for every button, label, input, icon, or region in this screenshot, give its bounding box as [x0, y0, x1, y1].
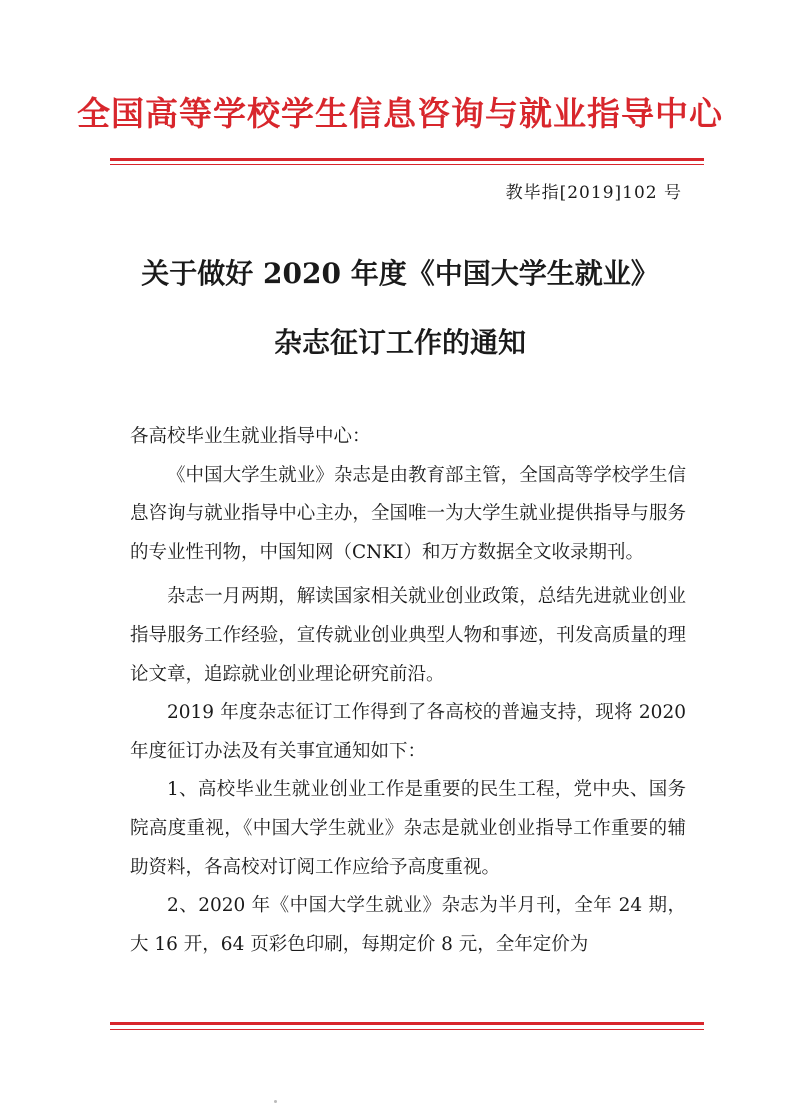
- organization-header: 全国高等学校学生信息咨询与就业指导中心: [77, 94, 723, 133]
- header-rule-thick: [110, 158, 704, 161]
- header-rule-thin: [110, 164, 704, 165]
- document-title-line1: 关于做好 2020 年度《中国大学生就业》: [141, 257, 659, 290]
- footer-rule-thick: [110, 1022, 704, 1025]
- document-body: [130, 418, 686, 964]
- paragraph-intro: 《中国大学生就业》杂志是由教育部主管，全国高等学校学生信息咨询与就业指导中心主办，全国唯一为大学生就业提供指导与服务的专业性刊物，中国知网（CNKI）和万方数据全文收录期刊。: [130, 464, 686, 563]
- footer-rule-thin: [110, 1029, 704, 1030]
- scan-dot: [274, 1100, 277, 1103]
- salutation: 各高校毕业生就业指导中心：: [130, 426, 371, 447]
- paragraph-content: 杂志一月两期，解读国家相关就业创业政策，总结先进就业创业指导服务工作经验，宣传就业创业典型人物和事迹，刊发高质量的理论文章，追踪就业创业理论研究前沿。: [130, 586, 686, 685]
- document-title-line2: 杂志征订工作的通知: [273, 326, 526, 359]
- paragraph-item-1: 1、高校毕业生就业创业工作是重要的民生工程，党中央、国务院高度重视，《中国大学生就业》杂志是就业创业指导工作重要的辅助资料，各高校对订阅工作应给予高度重视。: [130, 779, 686, 878]
- paragraph-item-2: 2、2020 年《中国大学生就业》杂志为半月刊，全年 24 期，大 16 开，64 页彩色印刷，每期定价 8 元，全年定价为: [130, 895, 686, 955]
- document-number: 教毕指[2019]102 号: [505, 183, 682, 203]
- paragraph-notice: 2019 年度杂志征订工作得到了各高校的普遍支持，现将 2020 年度征订办法及有关事宜通知如下：: [130, 702, 686, 762]
